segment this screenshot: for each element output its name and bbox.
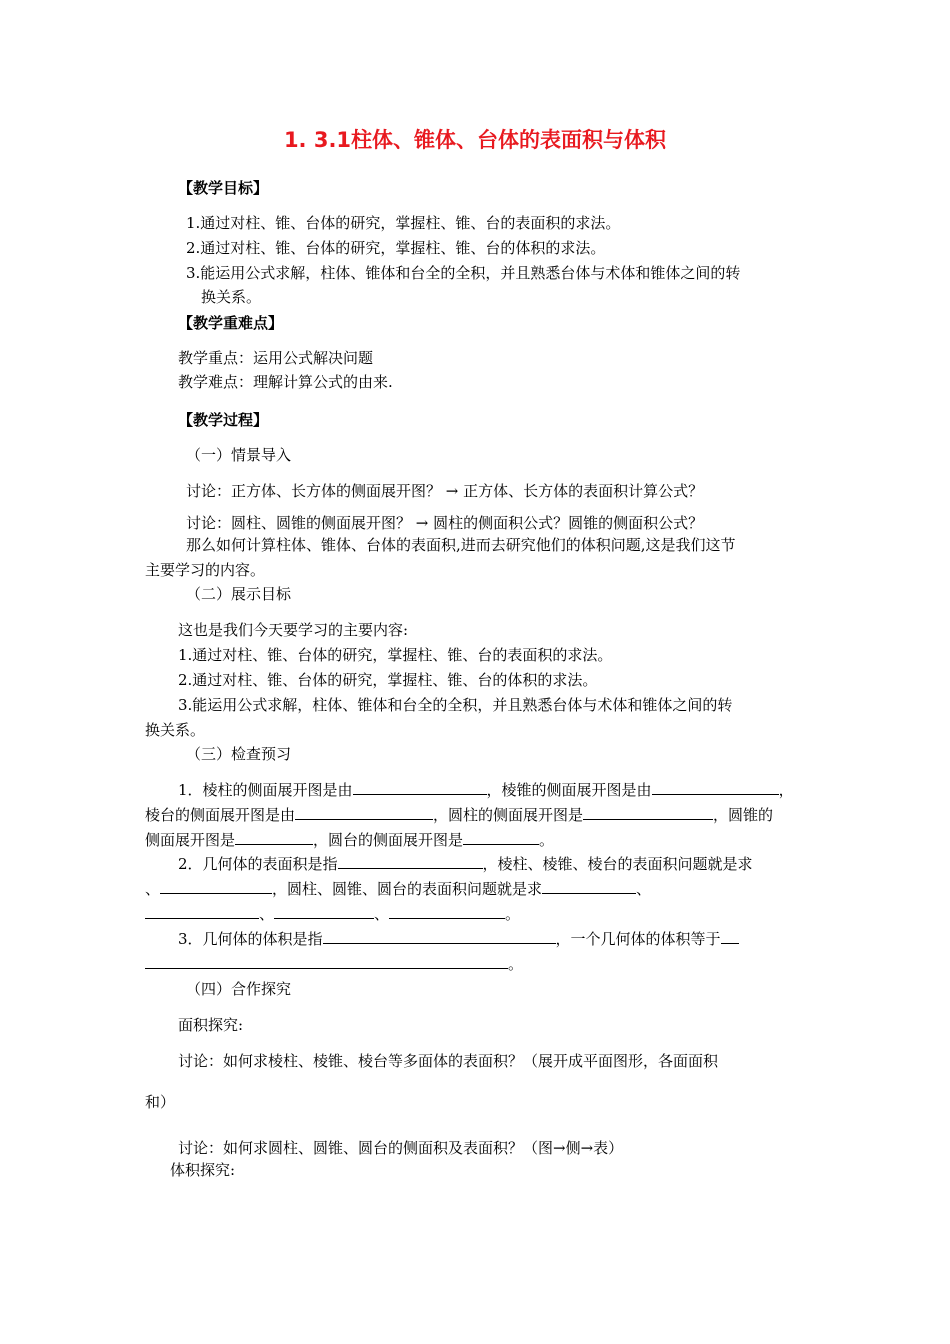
question-one-line (145, 805, 773, 825)
answer-blank[interactable] (235, 830, 313, 845)
part-two-heading: （二）展示目标 (186, 585, 292, 603)
part-three-heading: （三）检查预习 (186, 745, 292, 763)
show-intro: 这也是我们今天要学习的主要内容: (178, 621, 409, 639)
q-text: ，一个几何体的体积等于 (555, 930, 721, 948)
answer-blank[interactable] (353, 780, 487, 795)
process-heading: 【教学过程】 (178, 411, 269, 429)
question-two-line (145, 879, 651, 899)
q-text: ，棱锥的侧面展开图是由 (486, 781, 652, 799)
question-three-line (145, 954, 523, 974)
key-point: 教学重点：运用公式解决问题 (178, 349, 374, 367)
discussion-text: 和） (145, 1093, 176, 1111)
key-point: 教学难点：理解计算公式的由来. (178, 373, 393, 391)
show-goal-item: 3.能运用公式求解，柱体、锥体和台全的全积，并且熟悉台体与术体和锥体之间的转 (178, 696, 733, 714)
q-text: 。 (508, 955, 524, 973)
answer-blank[interactable] (145, 904, 259, 919)
area-label: 面积探究: (178, 1016, 244, 1034)
question-two-line (178, 854, 753, 874)
q-text: ，圆锥的 (713, 806, 774, 824)
question-one-line (178, 780, 794, 800)
key-heading: 【教学重难点】 (178, 314, 284, 332)
q-text: 、 (259, 905, 275, 923)
answer-blank[interactable] (721, 929, 739, 944)
q-text: 、 (145, 880, 161, 898)
page-title: 1. 3.1柱体、锥体、台体的表面积与体积 (283, 128, 667, 152)
discussion-text: 讨论：如何求棱柱、棱锥、棱台等多面体的表面积？（展开成平面图形，各面面积 (178, 1052, 719, 1070)
q-text: ，圆柱、圆锥、圆台的表面积问题就是求 (272, 880, 543, 898)
q-text: ，圆台的侧面展开图是 (313, 831, 464, 849)
q-text: 1．棱柱的侧面展开图是由 (178, 781, 353, 799)
question-three-line (178, 929, 739, 949)
goal-item: 1.通过对柱、锥、台体的研究，掌握柱、锥、台的表面积的求法。 (186, 214, 621, 232)
goal-item: 2.通过对柱、锥、台体的研究，掌握柱、锥、台的体积的求法。 (186, 239, 606, 257)
q-text: ，圆柱的侧面展开图是 (433, 806, 584, 824)
answer-blank[interactable] (463, 830, 539, 845)
q-text: 、 (374, 905, 390, 923)
q-text: 3．几何体的体积是指 (178, 930, 323, 948)
goal-item: 换关系。 (201, 288, 262, 306)
question-two-line (145, 904, 520, 924)
show-goal-item: 换关系。 (145, 721, 206, 739)
discussion-text: 讨论：圆柱、圆锥的侧面展开图？ → 圆柱的侧面积公式？圆锥的侧面积公式？ (186, 514, 704, 532)
q-text: 、 (636, 880, 652, 898)
volume-label: 体积探究: (170, 1161, 236, 1179)
show-goal-item: 2.通过对柱、锥、台体的研究，掌握柱、锥、台的体积的求法。 (178, 671, 598, 689)
show-goal-item: 1.通过对柱、锥、台体的研究，掌握柱、锥、台的表面积的求法。 (178, 646, 613, 664)
goals-heading: 【教学目标】 (178, 179, 269, 197)
discussion-text: 讨论：正方体、长方体的侧面展开图？ → 正方体、长方体的表面积计算公式？ (186, 482, 704, 500)
q-text: 2．几何体的表面积是指 (178, 855, 338, 873)
answer-blank[interactable] (389, 904, 505, 919)
q-text: 棱台的侧面展开图是由 (145, 806, 296, 824)
intro-text: 主要学习的内容。 (145, 561, 266, 579)
part-one-heading: （一）情景导入 (186, 446, 292, 464)
intro-text: 那么如何计算柱体、锥体、台体的表面积,进而去研究他们的体积问题,这是我们这节 (186, 536, 736, 554)
q-text: 。 (539, 831, 555, 849)
answer-blank[interactable] (338, 854, 483, 869)
question-one-line (145, 830, 554, 850)
answer-blank[interactable] (145, 954, 508, 969)
answer-blank[interactable] (652, 780, 779, 795)
answer-blank[interactable] (295, 805, 433, 820)
part-four-heading: （四）合作探究 (186, 980, 292, 998)
answer-blank[interactable] (542, 879, 636, 894)
q-text: 侧面展开图是 (145, 831, 236, 849)
q-text: ， (778, 781, 794, 799)
goal-item: 3.能运用公式求解，柱体、锥体和台全的全积，并且熟悉台体与术体和锥体之间的转 (186, 264, 741, 282)
answer-blank[interactable] (583, 805, 713, 820)
answer-blank[interactable] (160, 879, 272, 894)
q-text: 。 (505, 905, 521, 923)
answer-blank[interactable] (323, 929, 556, 944)
discussion-text: 讨论：如何求圆柱、圆锥、圆台的侧面积及表面积？（图→侧→表） (178, 1139, 624, 1157)
q-text: ，棱柱、棱锥、棱台的表面积问题就是求 (482, 855, 753, 873)
answer-blank[interactable] (274, 904, 374, 919)
